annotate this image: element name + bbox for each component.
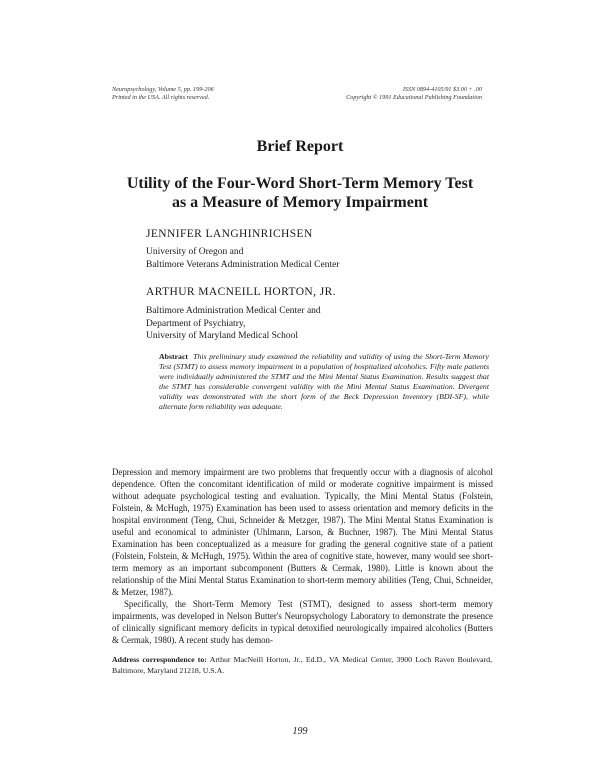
- author-1-affiliation-line: University of Oregon and: [146, 247, 244, 257]
- correspondence-label: Address correspondence to:: [112, 655, 207, 664]
- author-1-affiliation: [146, 246, 339, 271]
- journal-copyright: Copyright © 1991 Educational Publishing Foundation: [346, 94, 482, 101]
- article-title-line-2: as a Measure of Memory Impairment: [171, 194, 429, 211]
- journal-printed-note: Printed in the USA. All rights reserved.: [112, 94, 210, 101]
- correspondence-text: Arthur MacNeill Horton, Jr., Ed.D., VA Medical Center, 3900 Loch Raven Boulevard, Baltimore, Maryland 21218, U.S.A.: [112, 655, 492, 675]
- article-body: [112, 466, 493, 646]
- section-title: Brief Report: [256, 138, 344, 155]
- journal-issn: ISSN 0894-4105/91 $3.00 + .00: [402, 86, 482, 93]
- article-title-line-1: Utility of the Four-Word Short-Term Memory Test: [126, 175, 474, 192]
- article-title: [0, 174, 600, 212]
- body-paragraph-1: Depression and memory impairment are two problems that frequently occur with a diagnosis of alcohol dependence. Often the concomitant identification of mild or moderate cognitive impairment is missed without adequate psychological testing and evaluation. Typically, the Mini Mental Status (Folstein, Folstein, & McHugh, 1975) Examination has been used to assess orientation and memory deficits in the hospital environment (Teng, Chui, Schneider & Metzger, 1987). The Mini Mental Status Examination is useful and economical to administer (Uhlmann, Larson, & Buchner, 1987). The Mini Mental Status Examination has been conceptualized as a measure for grading the general cognitive state of a patient (Folstein, Folstein, & McHugh, 1975). Within the area of cognitive state, however, many would see short-term memory as an important subcomponent (Butters & Cermak, 1980). Little is known about the relationship of the Mini Mental Status Examination to short-term memory abilities (Teng, Chui, Schneider, & Metzer, 1987).: [112, 467, 493, 597]
- author-2-affiliation: [146, 305, 321, 343]
- journal-citation: Neuropsychology, Volume 5, pp. 199-206: [112, 86, 214, 93]
- abstract: [159, 352, 489, 413]
- page-number: 199: [292, 726, 308, 737]
- author-2-affiliation-line: University of Maryland Medical School: [146, 331, 298, 341]
- author-1-name: JENNIFER LANGHINRICHSEN: [146, 228, 313, 240]
- journal-header-left: [112, 86, 214, 102]
- author-1-affiliation-line: Baltimore Veterans Administration Medical Center: [146, 259, 340, 270]
- author-2-affiliation-line: Department of Psychiatry,: [146, 318, 246, 329]
- abstract-label: Abstract: [159, 352, 189, 361]
- author-2-name: ARTHUR MACNEILL HORTON, JR.: [146, 286, 336, 298]
- correspondence-note: [112, 655, 492, 676]
- journal-header-right: [346, 86, 482, 102]
- body-paragraph-2: Specifically, the Short-Term Memory Test (STMT), designed to assess short-term memory impairments, was developed in Nelson Butter's Neuropsychology Laboratory to demonstrate the presence of clinically significant memory deficits in typical detoxified neurologically impaired alcoholics (Butters & Cermak, 1980). A recent study has demon-: [112, 599, 493, 645]
- abstract-text: This preliminary study examined the reliability and validity of using the Short-Term Memory Test (STMT) to assess memory impairment in a population of hospitalized alcoholics. Fifty male patients were individually administered the STMT and the Mini Mental Status Examination. Results suggest that the STMT has considerable convergent validity with the Mini Mental Status Examination. Divergent validity was demonstrated with the short form of the Beck Depression Inventory (BDI-SF), while alternate form reliability was adequate.: [159, 352, 489, 412]
- author-2-affiliation-line: Baltimore Administration Medical Center and: [146, 306, 321, 316]
